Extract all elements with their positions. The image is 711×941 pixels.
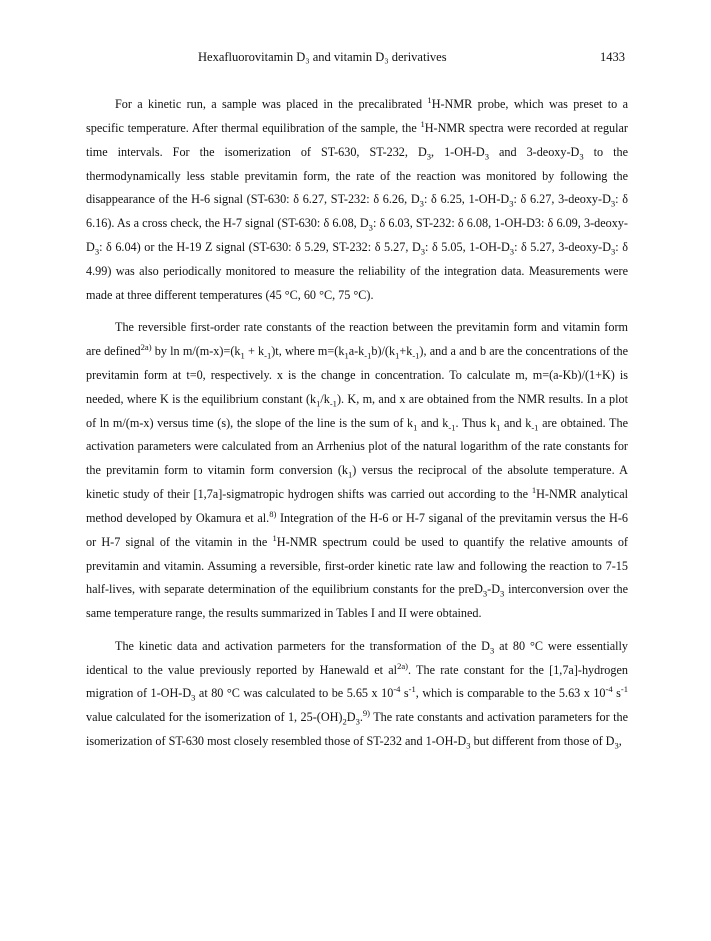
body-text bbox=[86, 93, 628, 754]
paragraph-kinetic-run: For a kinetic run, a sample was placed in the precalibrated $^1$H-NMR probe, which was preset to a specific temperature. After thermal equilibration of the sample, the $^1$H-NMR spectra were recorded at regular time intervals. For the isomerization of ST-630, ST-232, $D_3$, $1-OH-D_3$ and $3-deoxy-D_3$ to the thermodynamically less stable previtamin form, the rate of the reaction was monitored by following the disappearance of the H-6 signal (ST-630: δ 6.27, ST-232: δ 6.26, $D_3$: δ 6.25, $1-OH-D_3$: δ 6.27, $3-deoxy-D_3$: δ 6.16). As a cross check, the H-7 signal (ST-630: δ 6.08, $D_3$: δ 6.03, ST-232: δ 6.08, 1-OH-D3: δ 6.09, $3-deoxy-D_3$: δ 6.04) or the H-19 Z signal (ST-630: δ 5.29, ST-232: δ 5.27, $D_3$: δ 5.05, $1-OH-D_3$: δ 5.27, $3-deoxy-D_3$: δ 4.99) was also periodically monitored to measure the reliability of the integration data. Measurements were made at three different temperatures (45 °C, 60 °C, 75 °C). bbox=[86, 94, 629, 302]
running-header bbox=[0, 50, 711, 70]
page-number: 1433 bbox=[600, 50, 625, 64]
paragraph-rate-constants: The reversible first-order rate constants of the reaction between the previtamin form and vitamin form are defined$^{2a)}$ by $\ln m/(m-x)=(k_1 + k_{-1})t$, where $m=(k_1a-k_{-1}b)/(k_1+k_{-1})$, and a and b are the concentrations of the previtamin form at t=0, respectively. x is the change in concentration. To calculate m, m=(a-Kb)/(1+K) is needed, where K is the equilibrium constant $(k_1/k_{-1})$. K, m, and x are obtained from the NMR results. In a plot of ln m/(m-x) versus time (s), the slope of the line is the sum of $k_1$ and $k_{-1}$. Thus $k_1$ and $k_{-1}$ are obtained. The activation parameters were calculated from an Arrhenius plot of the natural logarithm of the rate constants for the previtamin form to vitamin form conversion $(k_1)$ versus the reciprocal of the absolute temperature. A kinetic study of their [1,7a]-sigmatropic hydrogen shifts was carried out according to the $^1$H-NMR analytical method developed by Okamura et al.$^{8)}$ Integration of the H-6 or H-7 siganal of the previtamin versus the H-6 or H-7 signal of the vitamin in the $^1$H-NMR spectrum could be used to quantify the relative amounts of previtamin and vitamin. Assuming a reversible, first-order kinetic rate law and following the reaction to 7-15 half-lives, with separate determination of the equilibrium constants for the $preD_3-D_3$ interconversion over the same temperature range, the results summarized in Tables I and II were obtained. bbox=[86, 320, 629, 621]
running-title: Hexafluorovitamin D₃ and vitamin D₃ derivatives bbox=[198, 50, 447, 64]
paragraph-kinetic-data: The kinetic data and activation parmeters for the transformation of the $D_3$ at 80 °C were essentially identical to the value previously reported by Hanewald et $al^{2a)}$. The rate constant for the [1,7a]-hydrogen migration of $1-OH-D_3$ at 80 °C was calculated to be 5.65 x $10^{-4}$ $s^{-1}$, which is comparable to the 5.63 x $10^{-4}$ $s^{-1}$ value calculated for the isomerization of 1, $25-(OH)_2D_3.^{9)}$ The rate constants and activation parameters for the isomerization of ST-630 most closely resembled those of ST-232 and $1-OH-D_3$ but different from those of $D_3$, bbox=[86, 638, 628, 751]
